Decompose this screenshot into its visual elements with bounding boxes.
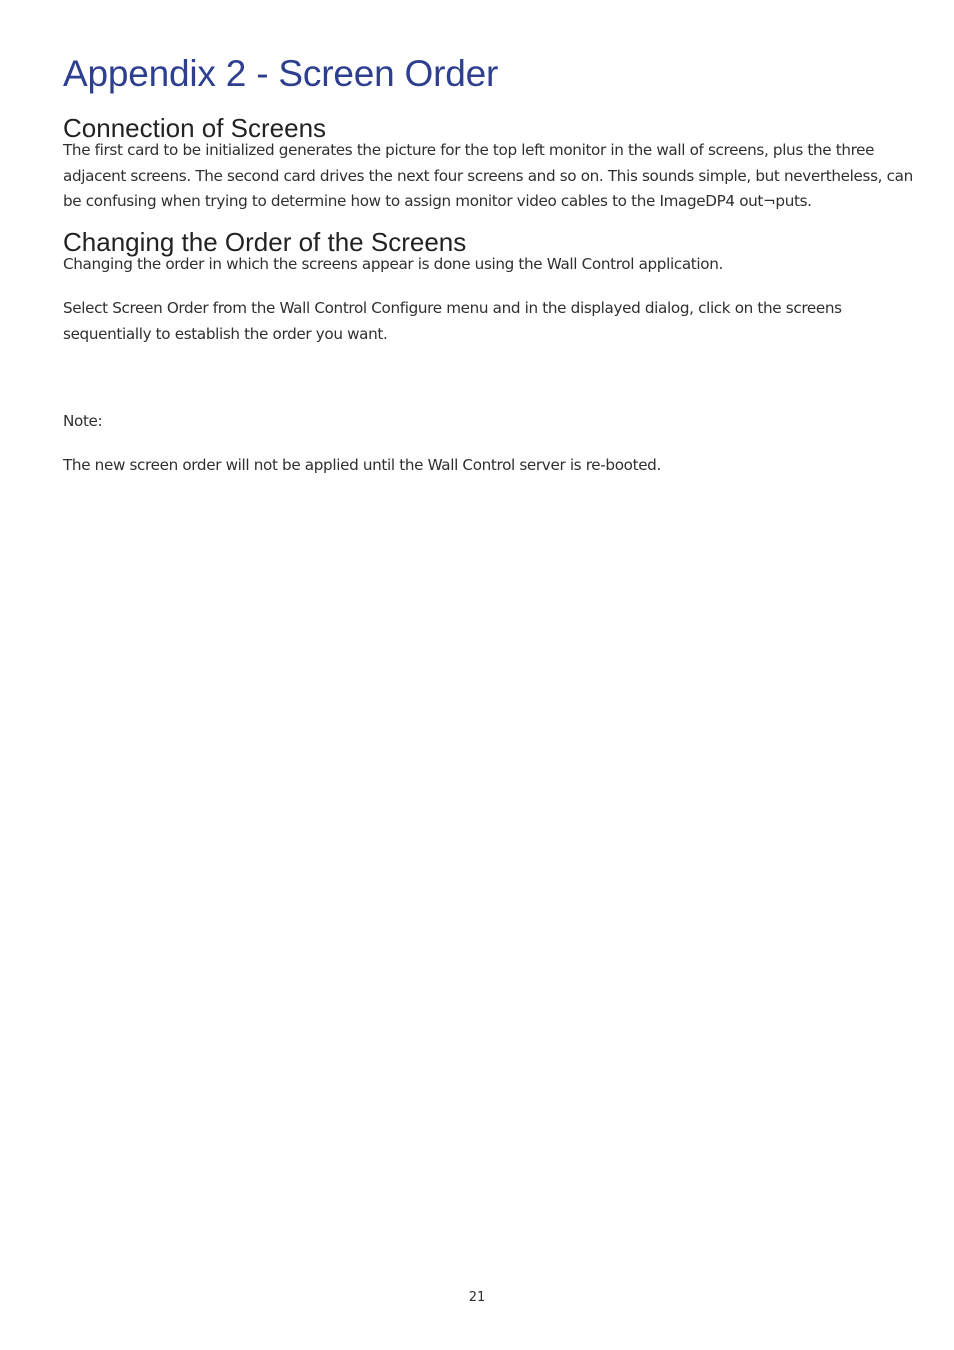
page-content (63, 50, 913, 479)
section-heading-connection-of-screens: Connection of Screens (63, 113, 327, 143)
paragraph-changing-order-intro: Changing the order in which the screens appear is done using the Wall Control application. (63, 255, 723, 274)
note-label: Note: (63, 412, 103, 431)
section-heading-changing-order: Changing the Order of the Screens (63, 227, 467, 258)
page-title: Appendix 2 - Screen Order (63, 53, 499, 94)
page-number: 21 (468, 1290, 486, 1305)
note-text: The new screen order will not be applied until the Wall Control server is re-booted. (63, 455, 661, 474)
paragraph-select-screen-order: Select Screen Order from the Wall Control Configure menu and in the displayed dialog, click on the screens sequentially to establish the order you want. (63, 298, 842, 343)
paragraph-connection-of-screens: The first card to be initialized generates the picture for the top left monitor in the wall of screens, plus the three adjacent screens. The second card drives the next four screens and so on. This sounds simple, but nevertheless, can be confusing when trying to determine how to assign monitor video cables to the ImageDP4 out¬puts. (63, 141, 913, 211)
